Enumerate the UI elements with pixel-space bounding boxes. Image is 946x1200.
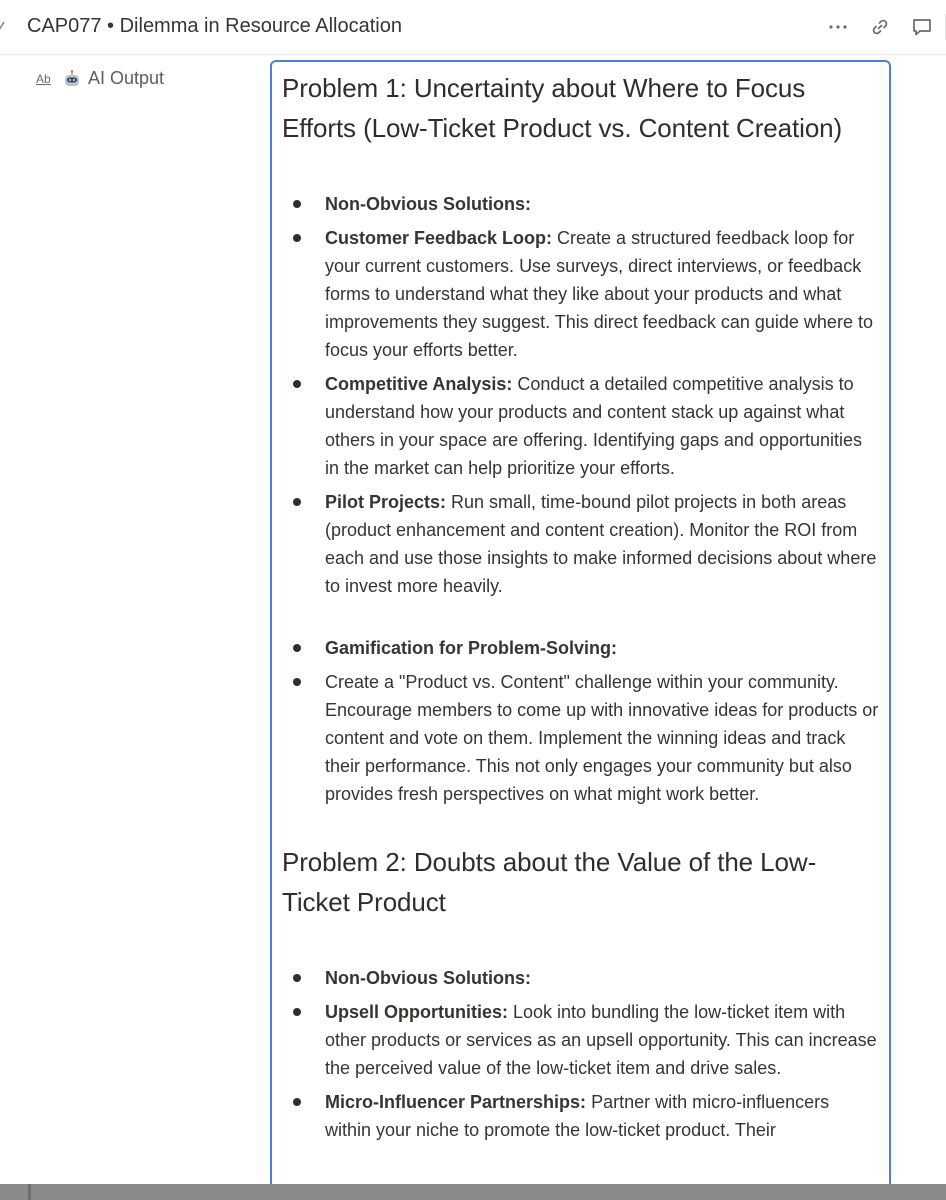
- text-property-icon: Ab: [36, 71, 51, 86]
- list-item: [282, 1088, 879, 1144]
- problem-1-list: [282, 190, 879, 600]
- page-header: [0, 0, 946, 55]
- item-bold: Pilot Projects:: [325, 492, 447, 512]
- problem-1-gamification-list: [282, 634, 879, 808]
- item-bold: Non-Obvious Solutions:: [325, 968, 531, 988]
- list-item: [282, 370, 879, 482]
- problem-2-heading: Problem 2: Doubts about the Value of the Low-Ticket Product: [282, 847, 817, 917]
- window-bottom-bar: [0, 1184, 946, 1200]
- problem-2-list: [282, 964, 879, 1144]
- list-item: [282, 668, 879, 808]
- item-text: Run small, time-bound pilot projects in both areas (product enhancement and content creation). Monitor the ROI from each and use those insights to make informed decisions about where to invest more heavily.: [325, 492, 877, 596]
- item-text: Partner with micro-influencers within your niche to promote the low-ticket product. Their: [325, 1092, 830, 1140]
- item-bold: Gamification for Problem-Solving:: [325, 638, 618, 658]
- item-bold: Upsell Opportunities:: [325, 1002, 509, 1022]
- link-icon[interactable]: [859, 6, 901, 48]
- item-text: Conduct a detailed competitive analysis to understand how your products and content stack up against what others in your space are offering. Identifying gaps and opportunities in the market can help prioritize your efforts.: [325, 374, 863, 478]
- item-text: Create a structured feedback loop for your current customers. Use surveys, direct interviews, or feedback forms to understand what they like about your products and what improvements they suggest. This direct feedback can guide where to focus your efforts better.: [325, 228, 873, 360]
- list-item: [282, 190, 879, 218]
- list-item: [282, 998, 879, 1082]
- page-title: CAP077 • Dilemma in Resource Allocation: [27, 15, 402, 37]
- list-item: [282, 964, 879, 992]
- item-bold: Micro-Influencer Partnerships:: [325, 1092, 587, 1112]
- problem-1-heading: Problem 1: Uncertainty about Where to Focus Efforts (Low-Ticket Product vs. Content Creation): [282, 73, 843, 143]
- robot-icon: [62, 69, 82, 89]
- list-item: [282, 488, 879, 600]
- item-bold: Non-Obvious Solutions:: [325, 194, 531, 214]
- more-horizontal-icon[interactable]: [817, 6, 859, 48]
- item-bold: Competitive Analysis:: [325, 374, 513, 394]
- bottom-bar-notch: [28, 1184, 31, 1200]
- item-text: Create a "Product vs. Content" challenge within your community. Encourage members to come up with innovative ideas for products or content and vote on them. Implement the winning ideas and track their performance. This not only engages your community but also provides fresh perspectives on what might work better.: [325, 672, 879, 804]
- ai-output-content: [272, 62, 889, 1144]
- property-label-ai-output[interactable]: [36, 68, 164, 89]
- comment-icon[interactable]: [901, 6, 943, 48]
- list-item: [282, 634, 879, 662]
- ai-output-field[interactable]: [270, 60, 891, 1200]
- property-label-text: AI Output: [88, 68, 165, 88]
- list-item: [282, 224, 879, 364]
- chevron-icon[interactable]: [0, 16, 9, 36]
- item-bold: Customer Feedback Loop:: [325, 228, 553, 248]
- item-text: Look into bundling the low-ticket item with other products or services as an upsell opportunity. This can increase the perceived value of the low-ticket item and drive sales.: [325, 1002, 877, 1078]
- header-actions: [817, 0, 946, 54]
